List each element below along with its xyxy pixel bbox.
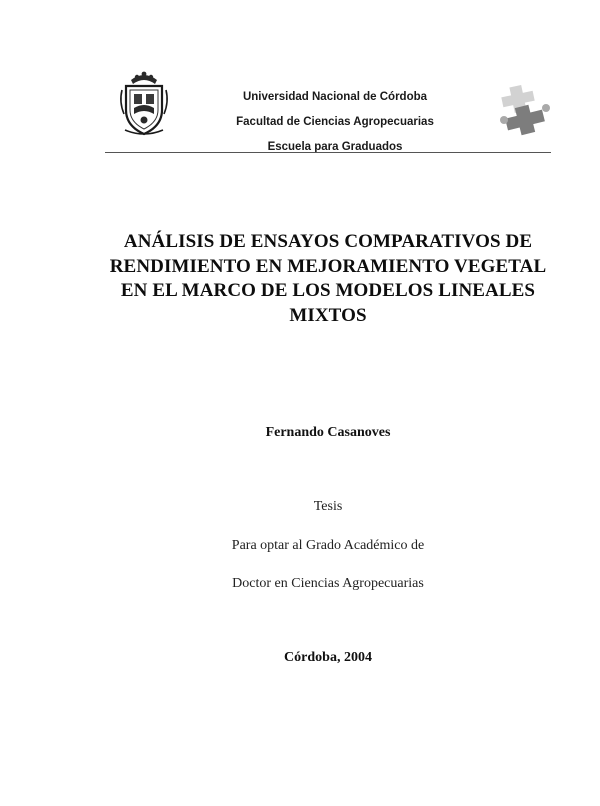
cover-header xyxy=(0,0,600,160)
header-divider xyxy=(105,152,551,153)
thesis-title xyxy=(90,230,566,328)
author-name: Fernando Casanoves xyxy=(265,425,391,440)
title-line: MIXTOS xyxy=(289,304,367,326)
thesis-label: Tesis xyxy=(313,499,343,514)
university-name: Universidad Nacional de Córdoba xyxy=(242,91,428,103)
thesis-purpose: Para optar al Grado Académico de xyxy=(231,538,425,553)
thesis-degree: Doctor en Ciencias Agropecuarias xyxy=(232,576,424,591)
title-line: EN EL MARCO DE LOS MODELOS LINEALES xyxy=(120,280,536,301)
university-seal-icon xyxy=(117,68,171,138)
title-line: RENDIMIENTO EN MEJORAMIENTO VEGETAL xyxy=(109,255,547,277)
faculty-logo-icon xyxy=(490,82,556,140)
faculty-name: Facultad de Ciencias Agropecuarias xyxy=(236,116,434,128)
school-name: Escuela para Graduados xyxy=(267,141,403,153)
place-year: Córdoba, 2004 xyxy=(284,650,372,665)
title-line: ANÁLISIS DE ENSAYOS COMPARATIVOS DE xyxy=(123,231,533,252)
